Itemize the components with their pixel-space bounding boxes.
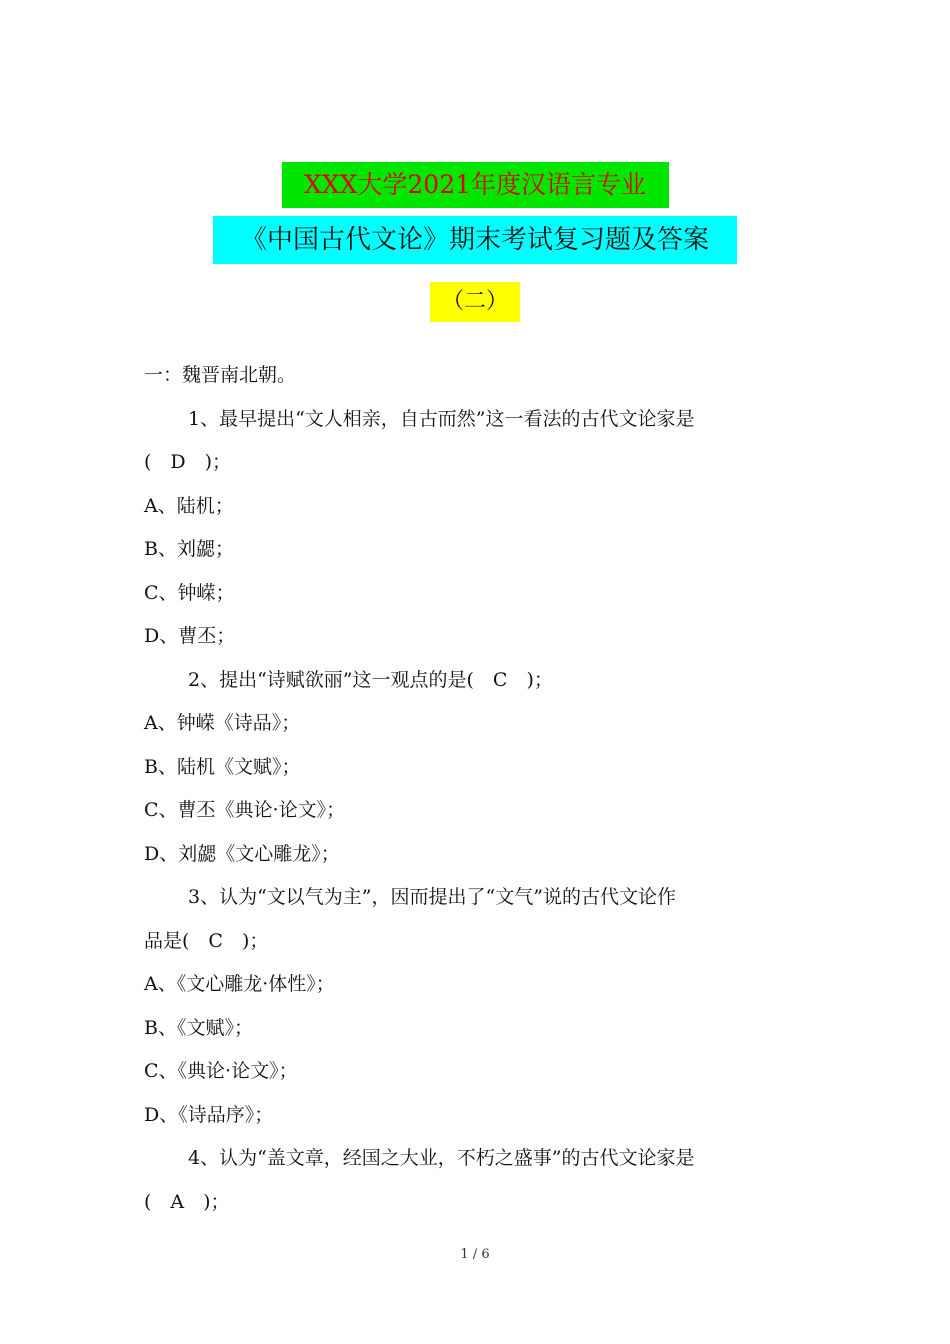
text-line: 品是( C )； — [144, 929, 269, 952]
text-line: 4、认为“盖文章，经国之大业，不朽之盛事”的古代文论家是 — [188, 1147, 695, 1169]
text-line: B、陆机《文赋》； — [144, 755, 301, 778]
document-body — [144, 354, 808, 1224]
text-line: B、刘勰； — [144, 538, 234, 560]
title-school-major: XXX大学2021年度汉语言专业 — [282, 162, 669, 208]
title-line-2 — [0, 216, 950, 264]
text-line: B、《文赋》； — [144, 1016, 253, 1039]
text-line: A、陆机； — [144, 494, 234, 517]
text-line: 3、认为“文以气为主”，因而提出了“文气”说的古代文论作 — [188, 886, 676, 908]
text-line: A、钟嵘《诗品》； — [144, 712, 301, 734]
text-line: ( A )； — [144, 1190, 230, 1213]
text-line: C、曹丕《典论·论文》； — [144, 799, 346, 821]
text-line: D、《诗品序》； — [144, 1103, 274, 1126]
text-line: 一：魏晋南北朝。 — [144, 364, 297, 386]
text-line: C、钟嵘； — [144, 581, 235, 604]
title-part-number: （二） — [430, 282, 520, 322]
title-course-exam: 《中国古代文论》期末考试复习题及答案 — [213, 216, 737, 264]
text-line: D、曹丕； — [144, 625, 236, 647]
page-number: 1 / 6 — [460, 1247, 490, 1262]
text-line: A、《文心雕龙·体性》； — [144, 973, 335, 995]
text-line: C、《典论·论文》； — [144, 1060, 298, 1082]
title-line-1 — [0, 162, 950, 208]
title-line-3 — [0, 282, 950, 322]
text-line: D、刘勰《文心雕龙》； — [144, 842, 340, 865]
text-line: 2、提出“诗赋欲丽”这一观点的是( C )； — [188, 668, 553, 691]
text-line: ( D )； — [144, 451, 232, 473]
text-line: 1、最早提出“文人相亲，自古而然”这一看法的古代文论家是 — [188, 407, 695, 430]
